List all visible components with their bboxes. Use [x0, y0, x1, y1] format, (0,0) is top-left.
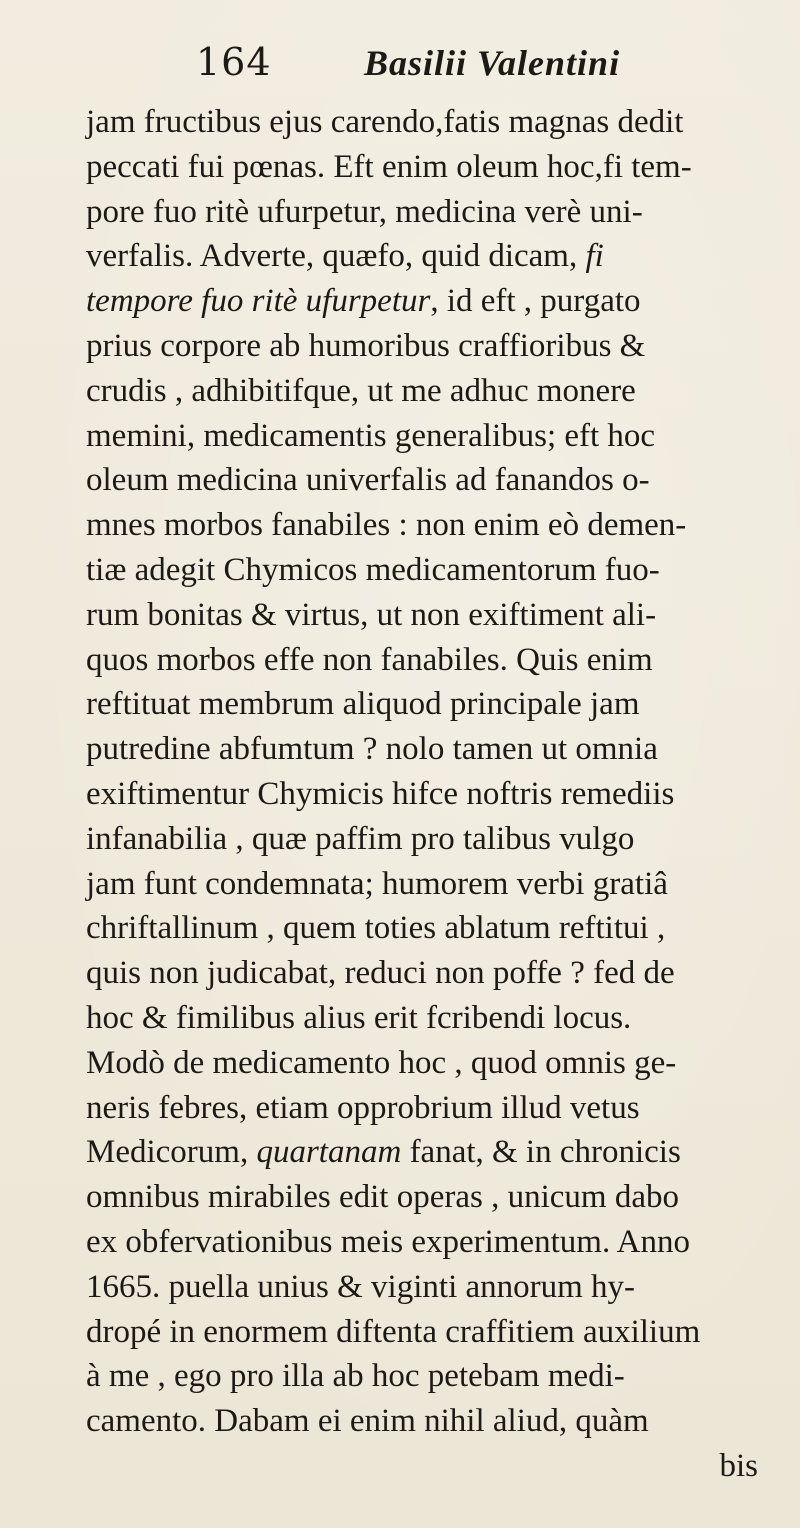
running-head: Basilii Valentini	[364, 43, 621, 83]
page-number: 164	[196, 40, 272, 84]
text-line: jam fructibus ejus carendo,fatis magnas dedit	[86, 104, 684, 140]
text-line: à me , ego pro illa ab hoc petebam medi-	[86, 1358, 625, 1395]
text-line: hoc & fimilibus alius erit fcribendi locus.	[86, 999, 632, 1036]
text-line: memini, medicamentis generalibus; eft hoc	[86, 417, 656, 454]
text-line: Modò de medicamento hoc , quod omnis ge-	[86, 1044, 677, 1081]
text-line: prius corpore ab humoribus craffioribus &	[86, 327, 646, 364]
page-header	[196, 40, 756, 90]
text-line: crudis , adhibitifque, ut me adhuc monere	[86, 372, 636, 409]
text-line: camento. Dabam ei enim nihil aliud, quàm	[86, 1403, 649, 1440]
text-line: quis non judicabat, reduci non poffe ? fed de	[86, 955, 675, 992]
body-text	[86, 100, 790, 1489]
italic-text: fi	[585, 238, 604, 275]
text-line: jam funt condemnata; humorem verbi gratiâ	[86, 865, 668, 902]
text-line: 1665. puella unius & viginti annorum hy-	[86, 1268, 636, 1305]
text-line: exiftimentur Chymicis hifce noftris remediis	[86, 775, 675, 812]
text-line: mnes morbos fanabiles : non enim eò demen-	[86, 507, 687, 544]
text-line: peccati fui pœnas. Eft enim oleum hoc,fi tem-	[86, 148, 692, 185]
text-line: neris febres, etiam opprobrium illud vetus	[86, 1089, 640, 1126]
text-line: tiæ adegit Chymicos medicamentorum fuo-	[86, 551, 660, 588]
text-line: quos morbos effe non fanabiles. Quis enim	[86, 641, 653, 678]
text-line: chriftallinum , quem toties ablatum reftitui ,	[86, 910, 666, 947]
text-line: pore fuo ritè ufurpetur, medicina verè uni-	[86, 193, 643, 230]
text-line: verfalis. Adverte, quæfo, quid dicam, fi	[86, 238, 604, 275]
text-line: putredine abfumtum ? nolo tamen ut omnia	[86, 731, 658, 768]
text-line: rum bonitas & virtus, ut non exiftiment ali-	[86, 596, 657, 633]
italic-text: tempore fuo ritè ufurpetur	[86, 283, 431, 320]
text-line: omnibus mirabiles edit operas , unicum dabo	[86, 1179, 679, 1216]
text-line: reftituat membrum aliquod principale jam	[86, 686, 640, 723]
text-line: dropé in enormem diftenta craffitiem auxilium	[86, 1313, 701, 1350]
text-line: infanabilia , quæ paffim pro talibus vulgo	[86, 820, 635, 857]
text-line: tempore fuo ritè ufurpetur, id eft , purgato	[86, 283, 641, 320]
italic-text: quartanam	[256, 1134, 402, 1171]
catchword: bis	[719, 1447, 758, 1484]
text-line: Medicorum, quartanam fanat, & in chronicis	[86, 1134, 681, 1171]
text-line: ex obfervationibus meis experimentum. Anno	[86, 1223, 690, 1260]
text-line: oleum medicina univerfalis ad fanandos o-	[86, 462, 650, 499]
